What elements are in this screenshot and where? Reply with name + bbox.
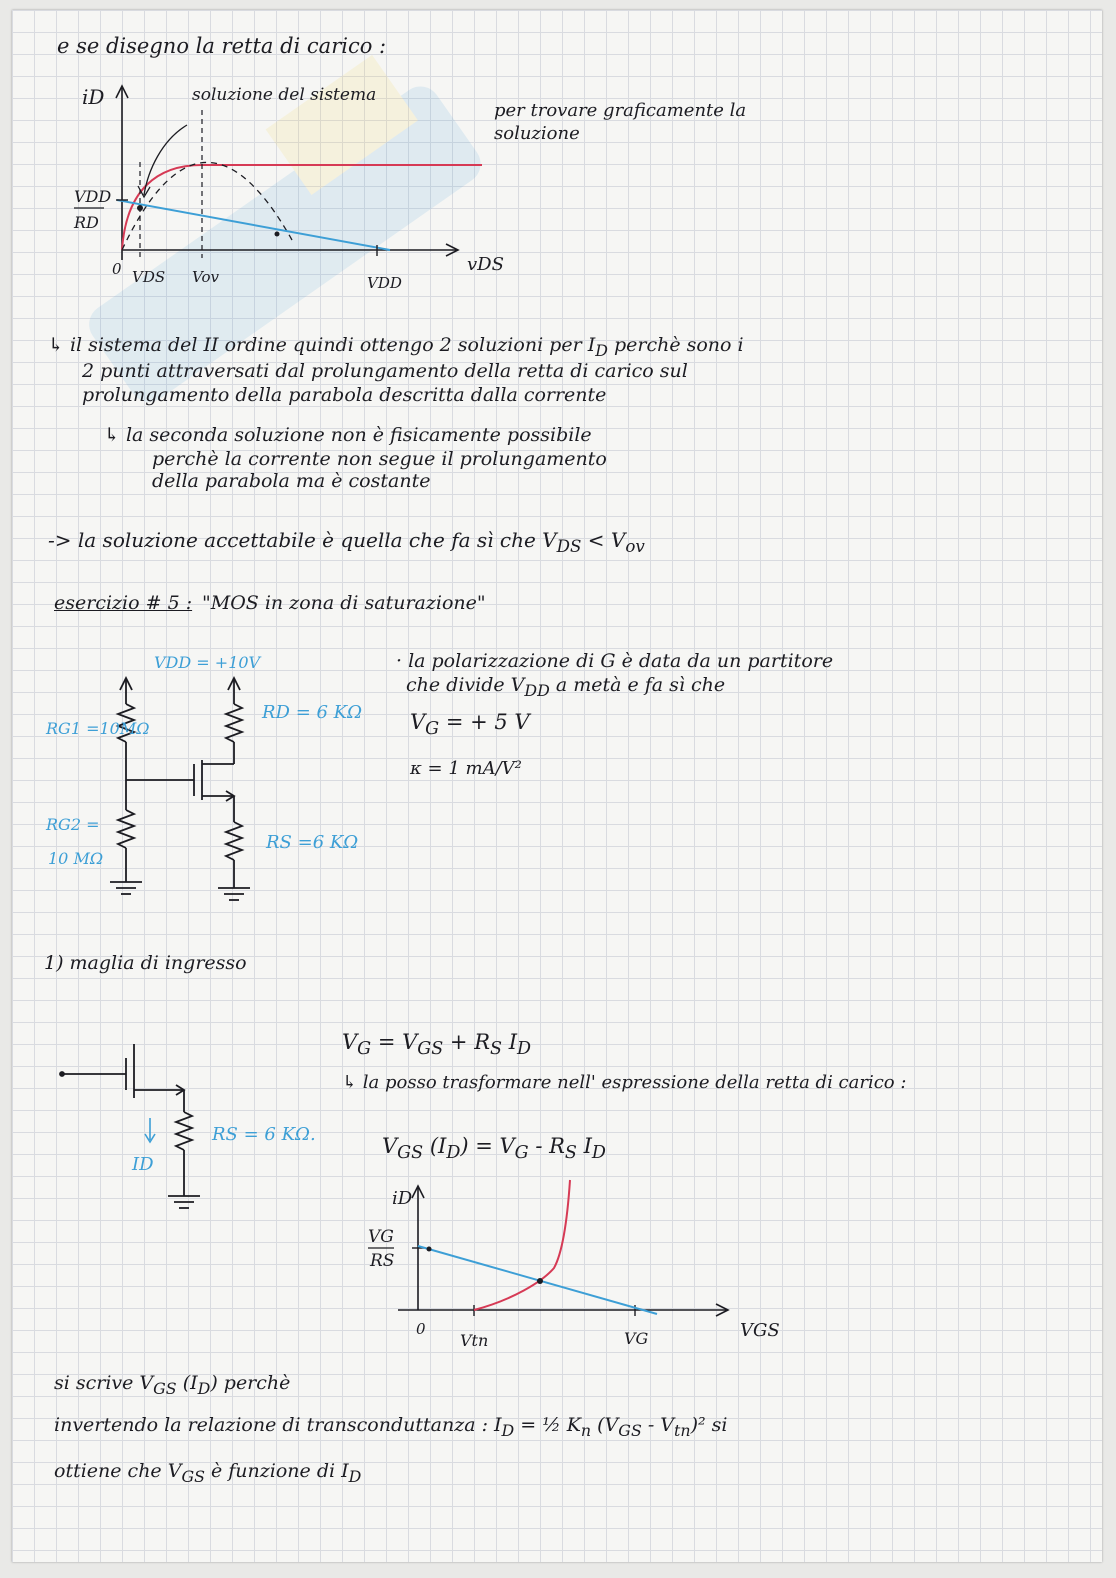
graph1-side-note-1: per trovare graficamente la [494, 100, 747, 121]
graph2-x-label: VGS [740, 1320, 780, 1341]
graph1-second-point [275, 232, 280, 237]
transform-line: ↳ la posso trasformare nell' espressione della retta di carico : [342, 1072, 907, 1093]
graph2-ytick-bot: RS [370, 1251, 395, 1271]
exercise-title: "MOS in zona di saturazione" [202, 592, 486, 614]
rs2-resistor [176, 1112, 192, 1150]
graph1-xtick-vov: Vov [192, 268, 219, 286]
rs-label: RS =6 KΩ [266, 832, 359, 853]
graph2-origin: 0 [416, 1320, 426, 1338]
rd-label: RD = 6 KΩ [262, 702, 363, 723]
graph1-solution-point [137, 205, 143, 211]
rs2-label: RS = 6 KΩ. [212, 1124, 316, 1145]
graph1-xtick-vds: VDS [132, 268, 166, 286]
graph2-xtick-vtn: Vtn [460, 1331, 489, 1350]
vg-value: $V_G$ = + 5 V [410, 710, 530, 740]
final-line-1: si scrive $V_{GS}$ $(I_D)$ perchè [54, 1372, 291, 1398]
vdd-label: VDD = +10V [154, 653, 261, 672]
rg2-label-b: 10 MΩ [48, 849, 104, 868]
rg1-label: RG1 =10MΩ [46, 719, 150, 738]
conclusion-line: -> la soluzione accettabile è quella che fa sì che $V_{DS} < V_{ov}$ [48, 528, 645, 556]
intro-line: e se disegno la retta di carico : [57, 34, 387, 58]
graph2-xtick-vg: VG [624, 1329, 649, 1348]
rd-resistor [226, 704, 242, 742]
input-loop-heading: 1) maglia di ingresso [44, 952, 247, 974]
final-line-2: invertendo la relazione di transconduttanza : $I_D$ = ½ $K_n$ $(V_{GS} - V_{tn})^2$ si [54, 1414, 728, 1440]
bullet1-line3: prolungamento della parabola descritta dalla corrente [82, 384, 607, 406]
bullet1-line2: 2 punti attraversati dal prolungamento della retta di carico sul [82, 360, 688, 382]
bullet2-line1: ↳ la seconda soluzione non è fisicamente possibile [104, 424, 592, 446]
bullet2-line3: della parabola ma è costante [152, 470, 431, 492]
notebook-page [12, 10, 1102, 1562]
polarization-line1: · la polarizzazione di G è data da un partitore [396, 650, 834, 672]
k-value: κ = 1 mA/V² [410, 758, 522, 779]
graph1-load-line [117, 200, 390, 250]
graph1-solution-label: soluzione del sistema [192, 85, 377, 105]
graph1-x-label: vDS [467, 254, 504, 275]
equation-vg: $V_G = V_{GS} + R_S$ $I_D$ [342, 1030, 532, 1060]
rg2-resistor [118, 810, 134, 848]
rg2-label-a: RG2 = [46, 815, 100, 834]
id-label: ID [132, 1154, 154, 1175]
load-line-graph-2 [342, 1170, 782, 1360]
load-line-graph-1 [52, 70, 522, 310]
graph2-red-curve [474, 1180, 570, 1310]
input-loop-circuit [52, 1036, 352, 1236]
graph1-red-curve [122, 165, 482, 250]
bullet2-line2: perchè la corrente non segue il prolungamento [152, 448, 607, 470]
graph1-side-note-2: soluzione [494, 123, 580, 144]
graph1-origin: 0 [112, 260, 122, 278]
exercise-number: esercizio # 5 : [54, 592, 193, 614]
graph1-ytick-top: VDD [74, 187, 112, 206]
graph1-y-label: iD [82, 85, 105, 109]
graph1-ytick-bot: RD [74, 213, 99, 232]
final-line-3: ottiene che $V_{GS}$ è funzione di $I_D$ [54, 1460, 362, 1486]
graph2-y-label: iD [392, 1188, 413, 1209]
graph1-xtick-vdd: VDD [367, 274, 402, 292]
rs-resistor [226, 822, 242, 860]
mos-bias-circuit [26, 642, 406, 912]
bullet1-line1: ↳ il sistema del II ordine quindi ottengo 2 soluzioni per $I_D$ perchè sono i [48, 334, 744, 360]
polarization-line2: che divide $V_{DD}$ a metà e fa sì che [406, 674, 726, 700]
equation-vgs: $V_{GS}$ $(I_D) = V_G - R_S$ $I_D$ [382, 1134, 606, 1164]
graph2-ytick-top: VG [368, 1227, 394, 1247]
graph2-solution-point [537, 1278, 543, 1284]
graph1-pointer-arrow [144, 125, 187, 195]
